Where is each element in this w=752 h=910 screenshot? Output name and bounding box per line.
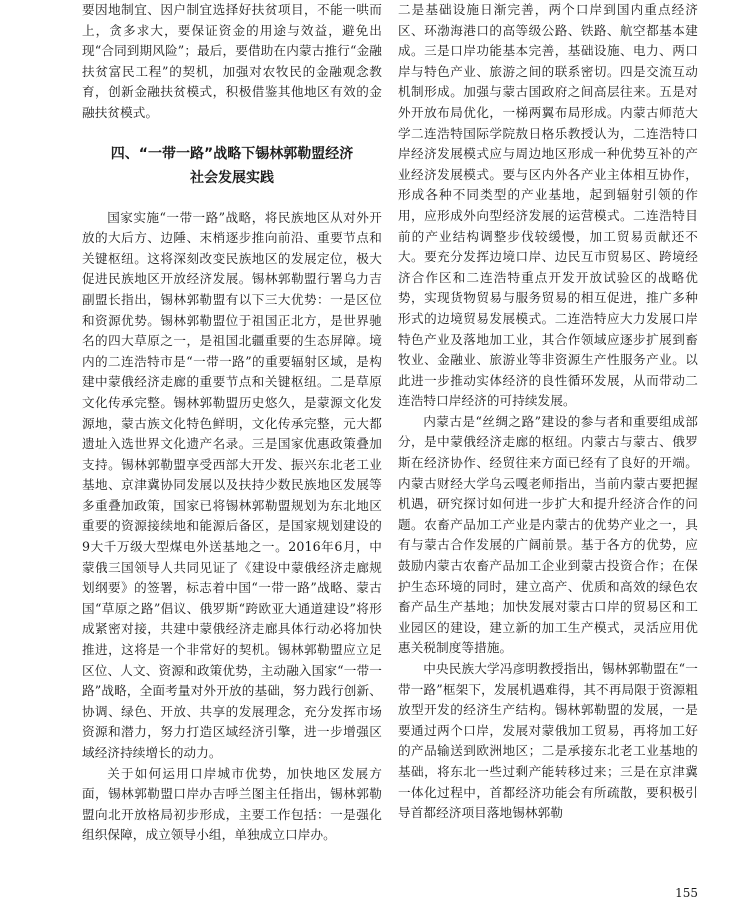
continued-paragraph: 要因地制宜、因户制宜选择好扶贫项目，不能一哄而上，贪多求大，要保证资金的用途与效益，避免出现“合同到期风险”；最后，要借助在内蒙古推行“金融扶贫富民工程”的契机，加强对农牧民的金融观念教育，创新金融扶贫模式，积极借鉴其他地区有效的金融扶贫模式。 [82, 2, 382, 120]
section-heading-line-1: 四、“一带一路”战略下锡林郭勒盟经济 [110, 145, 354, 162]
continued-paragraph: 二是基础设施日渐完善，两个口岸到国内重点经济区、环渤海港口的高等级公路、铁路、航空都基本建成。三是口岸功能基本完善，基础设施、电力、两口岸与特色产业、旅游之间的联系密切。四是交流互动机制形成。加强与蒙古国政府之间高层往来。五是对外开放布局优化，一梯两翼布局形成。内蒙古师范大学二连浩特国际学院敖日格乐教授认为，二连浩特口岸经济发展模式应与周边地区形成一种优势互补的产业经济发展模式。要与区内外各产业主体相互协作，形成各种不同类型的产业基地，起到辐射引领的作用，应形成外向型经济发展的运营模式。二连浩特目前的产业结构调整步伐较缓慢，加工贸易贡献还不大。要充分发挥边境口岸、边民互市贸易区、跨境经济合作区和二连浩特重点开发开放试验区的战略优势，实现货物贸易与服务贸易的相互促进，推广多种形式的边境贸易发展模式。二连浩特应大力发展口岸特色产业及落地加工业，其合作领域应逐步扩展到畜牧业、金融业、旅游业等非资源生产性服务产业。以此进一步推动实体经济的良性循环发展，从而带动二连浩特口岸经济的可持续发展。 [398, 2, 698, 409]
body-paragraph: 中央民族大学冯彦明教授指出，锡林郭勒盟在“一带一路”框架下，发展机遇难得，其不再局限于资源粗放型开发的经济生产结构。锡林郭勒盟的发展，一是要通过两个口岸，发展对蒙俄加工贸易，再将加工好的产品输送到欧洲地区；二是承接东北老工业基地的基础，将东北一些过剩产能转移过来；三是在京津冀一体化过程中，首都经济功能会有所疏散，要积极引导首都经济项目落地锡林郭勒 [398, 661, 698, 821]
body-paragraph: 内蒙古是“丝绸之路”建设的参与者和重要组成部分，是中蒙俄经济走廊的枢纽。内蒙古与蒙古、俄罗斯在经济协作、经贸往来方面已经有了良好的开端。内蒙古财经大学乌云嘎老师指出，当前内蒙古要把握机遇，研究探讨如何进一步扩大和提升经济合作的问题。农畜产品加工产业是内蒙古的优势产业之一，具有与蒙古合作发展的广阔前景。基于各方的优势，应鼓励内蒙古农畜产品加工企业到蒙古投资合作；在保护生态环境的同时，建立高产、优质和高效的绿色农畜产品生产基地；加快发展对蒙古口岸的贸易区和工业园区的建设，建立新的加工生产模式，灵活应用优惠关税制度等措施。 [398, 413, 698, 656]
page-number: 155 [675, 886, 698, 900]
body-paragraph: 关于如何运用口岸城市优势，加快地区发展方面，锡林郭勒盟口岸办吉呼兰图主任指出，锡林郭勒盟向北开放格局初步形成，主要工作包括：一是强化组织保障，成立领导小组，单独成立口岸办。 [82, 765, 382, 843]
section-heading-line-2: 社会发展实践 [190, 169, 274, 186]
body-paragraph: 国家实施“一带一路”战略，将民族地区从对外开放的大后方、边陲、末梢逐步推向前沿、重要节点和关键枢纽。这将深刻改变民族地区的发展定位，极大促进民族地区开放经济发展。锡林郭勒盟行署乌力吉副盟长指出，锡林郭勒盟有以下三大优势：一是区位和资源优势。锡林郭勒盟位于祖国正北方，是世界驰名的四大草原之一，是祖国北疆重要的生态屏障。境内的二连浩特市是“一带一路”的重要辐射区域，是构建中蒙俄经济走廊的重要节点和关键枢纽。二是草原文化传承完整。锡林郭勒盟历史悠久，是蒙源文化发源地，蒙古族文化特色鲜明，文化传承完整，元大都遗址入选世界文化遗产名录。三是国家优惠政策叠加支持。锡林郭勒盟享受西部大开发、振兴东北老工业基地、京津冀协同发展以及扶持少数民族地区发展等多重叠加政策，国家已将锡林郭勒盟规划为东北地区重要的资源接续地和能源后备区，是国家规划建设的9大千万级大型煤电外送基地之一。2016年6月，中蒙俄三国领导人共同见证了《建设中蒙俄经济走廊规划纲要》的签署，标志着中国“一带一路”战略、蒙古国“草原之路”倡议、俄罗斯“跨欧亚大通道建设”将形成紧密对接，共建中蒙俄经济走廊具体行动必将加快推进，这将是一个非常好的契机。锡林郭勒盟应立足区位、人文、资源和政策优势，主动融入国家“一带一路”战略，全面考量对外开放的基础，努力践行创新、协调、绿色、开放、共享的发展理念，充分发挥市场资源和潜力，努力打造区域经济引擎，进一步增强区域经济持续增长的动力。 [82, 209, 382, 760]
section-heading [82, 142, 382, 190]
left-column [82, 0, 382, 846]
right-column [398, 0, 698, 824]
